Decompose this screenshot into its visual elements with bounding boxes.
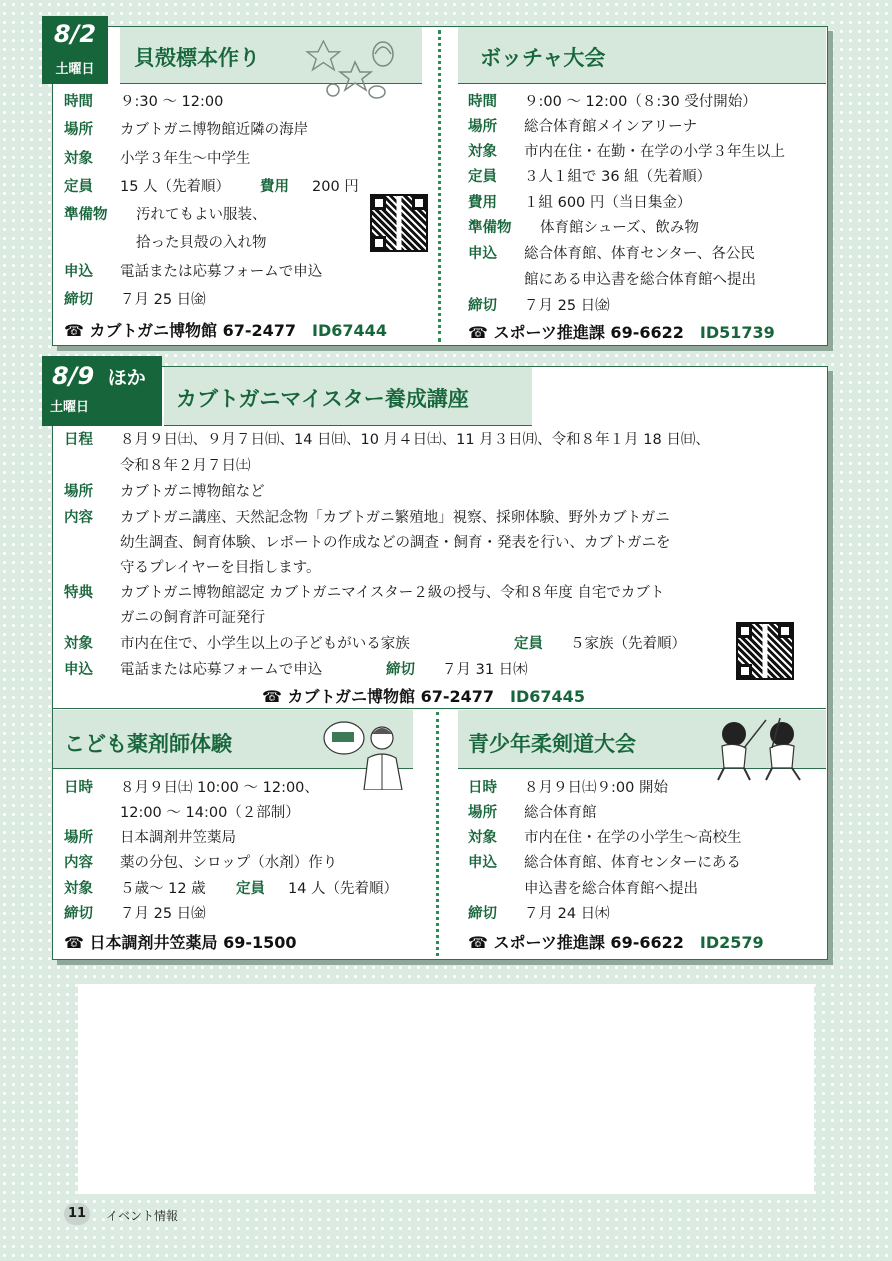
shell-weekday: 土曜日 [55, 62, 95, 77]
shell-contact: ☎ カブトガニ博物館 67-2477 ID67444 [64, 321, 387, 340]
pharma-row-content: 内容 薬の分包、シロップ（水剤）作り [64, 855, 338, 871]
judo-row-deadline: 締切 ７月 24 日㈭ [468, 906, 610, 922]
blank-ad-area [78, 984, 814, 1194]
bocce-title: ボッチャ大会 [480, 46, 606, 70]
shell-row-items: 準備物 汚れてもよい服装、 [64, 207, 267, 223]
section-label: イベント情報 [106, 1209, 179, 1223]
judo-row-apply: 申込 総合体育館、体育センターにある [468, 855, 741, 871]
meister-row-content: 内容 カブトガニ講座、天然記念物「カブトガニ繁殖地」視察、採卵体験、野外カブトガニ [64, 510, 670, 526]
shell-row-target: 対象 小学３年生～中学生 [64, 151, 251, 167]
meister-date-line: 8/9 ほか [52, 362, 146, 390]
shell-row-time: 時間 ９:30 ～ 12:00 [64, 94, 224, 110]
meister-weekday: 土曜日 [50, 400, 90, 415]
meister-row-place: 場所 カブトガニ博物館など [64, 484, 265, 500]
bocce-row-items: 準備物 体育館シューズ、飲み物 [468, 220, 699, 236]
pharma-row-deadline: 締切 ７月 25 日㈮ [64, 906, 206, 922]
bocce-row-apply-cont: 館にある申込書を総合体育館へ提出 [524, 272, 756, 288]
meister-qr-code[interactable] [736, 622, 794, 680]
judo-row-datetime: 日時 ８月９日㈯９:00 開始 [468, 780, 668, 796]
meister-row-target: 対象 市内在住で、小学生以上の子どもがいる家族 定員 ５家族（先着順） [64, 636, 686, 652]
middle-separator [52, 708, 826, 709]
meister-title: カブトガニマイスター養成講座 [176, 387, 469, 411]
bocce-row-time: 時間 ９:00 ～ 12:00（８:30 受付開始） [468, 94, 757, 110]
shell-row-capacity: 定員 15 人（先着順） 費用 200 円 [64, 179, 359, 195]
meister-row-benefit: 特典 カブトガニ博物館認定 カブトガニマイスター２級の授与、令和８年度 自宅でカブト [64, 585, 665, 601]
meister-row-apply: 申込 電話または応募フォームで申込 締切 ７月 31 日㈭ [64, 662, 528, 678]
bocce-row-deadline: 締切 ７月 25 日㈮ [468, 298, 610, 314]
top-divider [438, 30, 441, 342]
meister-row-content-cont2: 守るプレイヤーを目指します。 [120, 560, 321, 576]
shell-row-apply: 申込 電話または応募フォームで申込 [64, 264, 323, 280]
pharma-contact: ☎ 日本調剤井笠薬局 69-1500 [64, 933, 297, 952]
bocce-row-capacity: 定員 ３人１組で 36 組（先着順） [468, 169, 712, 185]
judo-title: 青少年柔剣道大会 [468, 732, 636, 756]
bocce-row-place: 場所 総合体育館メインアリーナ [468, 119, 698, 135]
meister-date-badge [42, 356, 162, 426]
bottom-divider [436, 712, 439, 956]
shell-title: 貝殻標本作り [134, 46, 260, 70]
meister-row-schedule-cont: 令和８年２月７日㈯ [120, 458, 251, 474]
pharma-row-place: 場所 日本調剤井笠薬局 [64, 830, 236, 846]
judo-row-apply-cont: 申込書を総合体育館へ提出 [524, 881, 698, 897]
judo-row-place: 場所 総合体育館 [468, 805, 597, 821]
pharma-title: こども薬剤師体験 [64, 732, 232, 756]
judo-row-target: 対象 市内在住・在学の小学生～高校生 [468, 830, 742, 846]
bocce-row-target: 対象 市内在住・在勤・在学の小学３年生以上 [468, 144, 785, 160]
shell-row-items-cont: 拾った貝殻の入れ物 [136, 235, 267, 251]
meister-row-content-cont: 幼生調査、飼育体験、レポートの作成などの調査・飼育・発表を行い、カブトガニを [120, 535, 671, 551]
pharma-row-target: 対象 ５歳～ 12 歳 定員 14 人（先着順） [64, 881, 399, 897]
seashell-illustration [305, 32, 397, 104]
shell-date: 8/2 [53, 20, 97, 48]
page-number: 11 [64, 1203, 90, 1225]
meister-contact: ☎ カブトガニ博物館 67-2477 ID67445 [262, 687, 585, 706]
pharma-row-datetime-cont: 12:00 ～ 14:00（２部制） [120, 805, 300, 821]
shell-date-badge [42, 16, 108, 84]
shell-row-place: 場所 カブトガニ博物館近隣の海岸 [64, 122, 309, 138]
bocce-row-fee: 費用 １組 600 円（当日集金） [468, 195, 692, 211]
meister-row-benefit-cont: ガニの飼育許可証発行 [120, 610, 265, 626]
bocce-row-apply: 申込 総合体育館、体育センター、各公民 [468, 246, 755, 262]
bocce-contact: ☎ スポーツ推進課 69-6622 ID51739 [468, 323, 775, 342]
pharma-row-datetime: 日時 ８月９日㈯ 10:00 ～ 12:00、 [64, 780, 319, 796]
kendo-illustration [710, 718, 810, 782]
shell-qr-code[interactable] [370, 194, 428, 252]
shell-row-deadline: 締切 ７月 25 日㈮ [64, 292, 206, 308]
pharmacist-illustration [322, 716, 414, 790]
judo-contact: ☎ スポーツ推進課 69-6622 ID2579 [468, 933, 764, 952]
meister-row-schedule: 日程 ８月９日㈯、９月７日㈰、14 日㈰、10 月４日㈯、11 月３日㈪、令和８年１月 18 日㈰、 [64, 432, 710, 448]
